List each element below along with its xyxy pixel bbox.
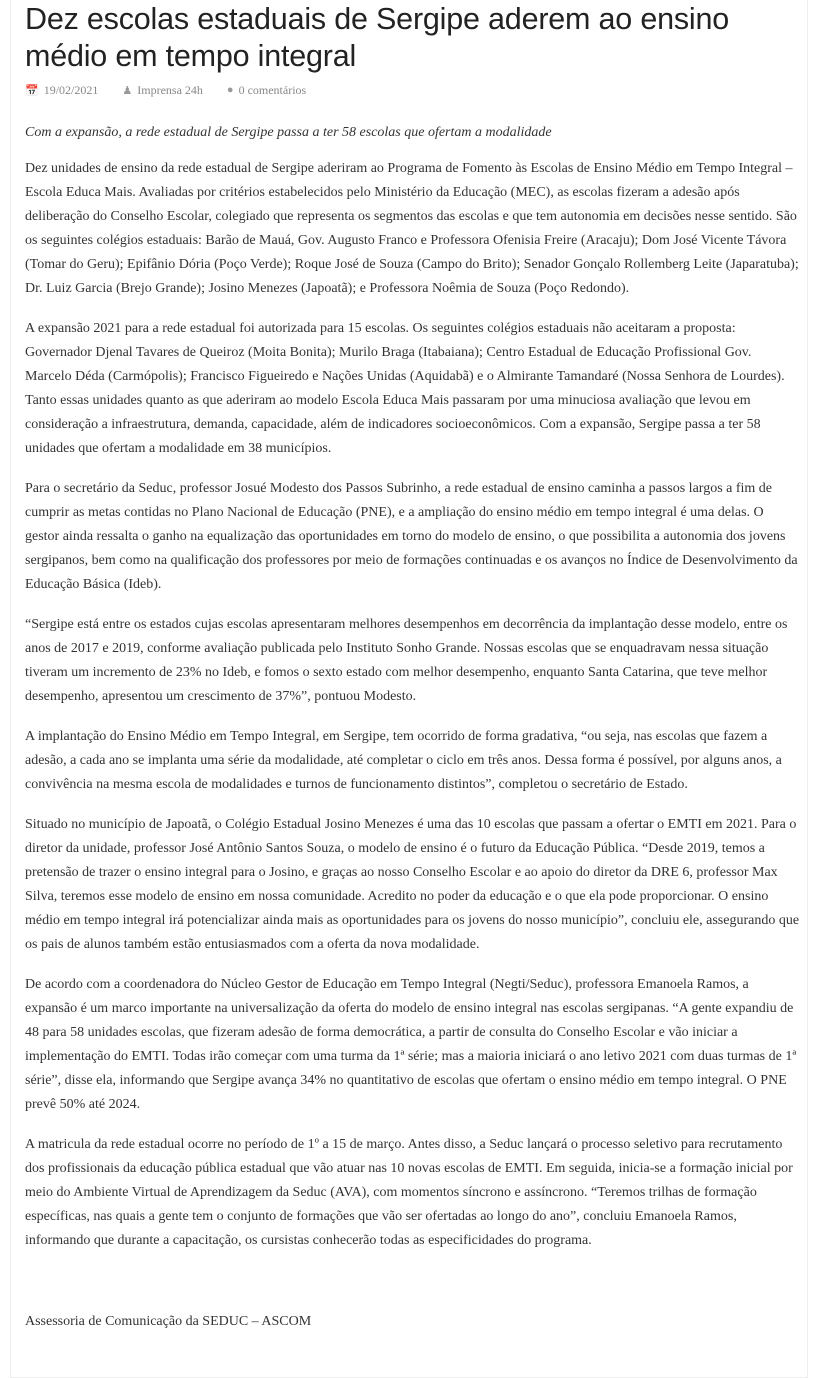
paragraph: Situado no município de Japoatã, o Colégio Estadual Josino Menezes é uma das 10 escolas que passam a ofertar o EMTI em 2021. Para o diretor da unidade, professor José Antônio Santos Souza, o modelo de ensino é o futuro da Educação Pública. “Desde 2019, temos a pretensão de trazer o ensino integral para o Josino, e graças ao nosso Conselho Escolar e ao apoio do diretor da DRE 6, professor Max Silva, teremos esse modelo de ensino em nossa comunidade. Acredito no poder da educação e o que ela pode proporcionar. O ensino médio em tempo integral irá potencializar ainda mais as oportunidades para os jovens do nosso município”, concluiu ele, assegurando que os pais de alunos também estão entusiasmados com a oferta da nova modalidade. xyxy=(25,817,800,952)
user-icon: ♟ xyxy=(122,84,133,97)
paragraph: Para o secretário da Seduc, professor Josué Modesto dos Passos Subrinho, a rede estadual de ensino caminha a passos largos a fim de cumprir as metas contidas no Plano Nacional de Educação (PNE), e a ampliação do ensino médio em tempo integral é uma delas. O gestor ainda ressalta o ganho na equalização das oportunidades em torno do modelo de ensino, o que possibilita a autonomia dos jovens sergipanos, bem como na qualificação dos professores por meio de formações continuadas e os avanços no Índice de Desenvolvimento da Educação Básica (Ideb). xyxy=(25,481,798,592)
meta-comments[interactable] xyxy=(227,83,318,98)
paragraph: “Sergipe está entre os estados cujas escolas apresentaram melhores desempenhos em decorrência da implantação desse modelo, entre os anos de 2017 e 2019, conforme avaliação publicada pelo Instituto Sonho Grande. Nossas escolas que se enquadravam nessa situação tiveram um incremento de 23% no Ideb, e fomos o sexto estado com melhor desempenho, enquanto Santa Catarina, que teve melhor desempenho, apresentou um crescimento de 37%”, pontuou Modesto. xyxy=(25,617,788,704)
article-lead: Com a expansão, a rede estadual de Sergipe passa a ter 58 escolas que ofertam a modalidade xyxy=(25,125,552,140)
calendar-icon: 📅 xyxy=(25,84,39,97)
paragraph: A matricula da rede estadual ocorre no período de 1º a 15 de março. Antes disso, a Seduc lançará o processo seletivo para recrutamento dos profissionais da educação pública estadual que vão atuar nas 10 novas escolas de EMTI. Em seguida, inicia-se a formação inicial por meio do Ambiente Virtual de Aprendizagem da Seduc (AVA), com momentos síncrono e assíncrono. “Teremos trilhas de formação específicas, nas quais a gente tem o conjunto de formações que vão ser ofertadas ao longo do ano”, concluiu Emanoela Ramos, informando que durante a capacitação, os cursistas conhecerão todas as especificidades do programa. xyxy=(25,1137,793,1248)
article-title: Dez escolas estaduais de Sergipe aderem ao ensino médio em tempo integral xyxy=(25,2,730,73)
paragraph: A expansão 2021 para a rede estadual foi autorizada para 15 escolas. Os seguintes colégios estaduais não aceitaram a proposta: Governador Djenal Tavares de Queiroz (Moita Bonita); Murilo Braga (Itabaiana); Centro Estadual de Educação Profissional Gov. Marcelo Déda (Carmópolis); Francisco Figueiredo e Nações Unidas (Aquidabã) e o Almirante Tamandaré (Nossa Senhora de Lourdes). Tanto essas unidades quanto as que aderiram ao modelo Escola Educa Mais passaram por uma minuciosa avaliação que levou em consideração a infraestrutura, demanda, capacidade, além de indicadores socioeconômicos. Com a expansão, Sergipe passa a ter 58 unidades que ofertam a modalidade em 38 municípios. xyxy=(25,321,785,456)
paragraph: A implantação do Ensino Médio em Tempo Integral, em Sergipe, tem ocorrido de forma gradativa, “ou seja, nas escolas que fazem a adesão, a cada ano se implanta uma série da modalidade, até completar o ciclo em três anos. Dessa forma é possível, por alguns anos, a convivência na mesma escola de modalidades e turnos de funcionamento distintos”, completou o secretário de Estado. xyxy=(25,729,782,792)
comment-icon: ● xyxy=(226,84,234,96)
article xyxy=(25,0,800,1334)
article-signature: Assessoria de Comunicação da SEDUC – ASCOM xyxy=(25,1314,312,1329)
article-meta xyxy=(25,81,800,99)
paragraph: De acordo com a coordenadora do Núcleo Gestor de Educação em Tempo Integral (Negti/Seduc), professora Emanoela Ramos, a expansão é um marco importante na universalização da oferta do modelo de ensino integral nas escolas sergipanas. “A gente expandiu de 48 para 58 unidades escolas, que fizeram adesão de forma democrática, a partir de consulta do Conselho Escolar e vão iniciar a implementação do EMTI. Todas irão começar com uma turma da 1ª série; mas a maioria iniciará o ano letivo 2021 com duas turmas de 1ª série”, disse ela, informando que Sergipe avança 34% no quantitativo de escolas que ofertam o ensino médio em tempo integral. O PNE prevê 50% até 2024. xyxy=(25,977,797,1112)
meta-date xyxy=(25,83,110,98)
meta-author[interactable] xyxy=(122,83,215,98)
author-link[interactable]: Imprensa 24h xyxy=(137,82,203,97)
comments-link[interactable]: 0 comentários xyxy=(238,82,307,97)
date-text: 19/02/2021 xyxy=(43,82,99,97)
paragraph: Dez unidades de ensino da rede estadual de Sergipe aderiram ao Programa de Fomento às Escolas de Ensino Médio em Tempo Integral – Escola Educa Mais. Avaliadas por critérios estabelecidos pelo Ministério da Educação (MEC), as escolas fizeram a adesão após deliberação do Conselho Escolar, colegiado que representa os segmentos das escolas e que tem autonomia em decisões nesse sentido. São os seguintes colégios estaduais: Barão de Mauá, Gov. Augusto Franco e Professora Ofenisia Freire (Aracaju); Dom José Vicente Távora (Tomar do Geru); Epifânio Dória (Poço Verde); Roque José de Souza (Campo do Brito); Senador Gonçalo Rollemberg Leite (Japaratuba); Dr. Luiz Garcia (Brejo Grande); Josino Menezes (Japoatã); e Professora Noêmia de Souza (Poço Redondo). xyxy=(25,161,799,296)
